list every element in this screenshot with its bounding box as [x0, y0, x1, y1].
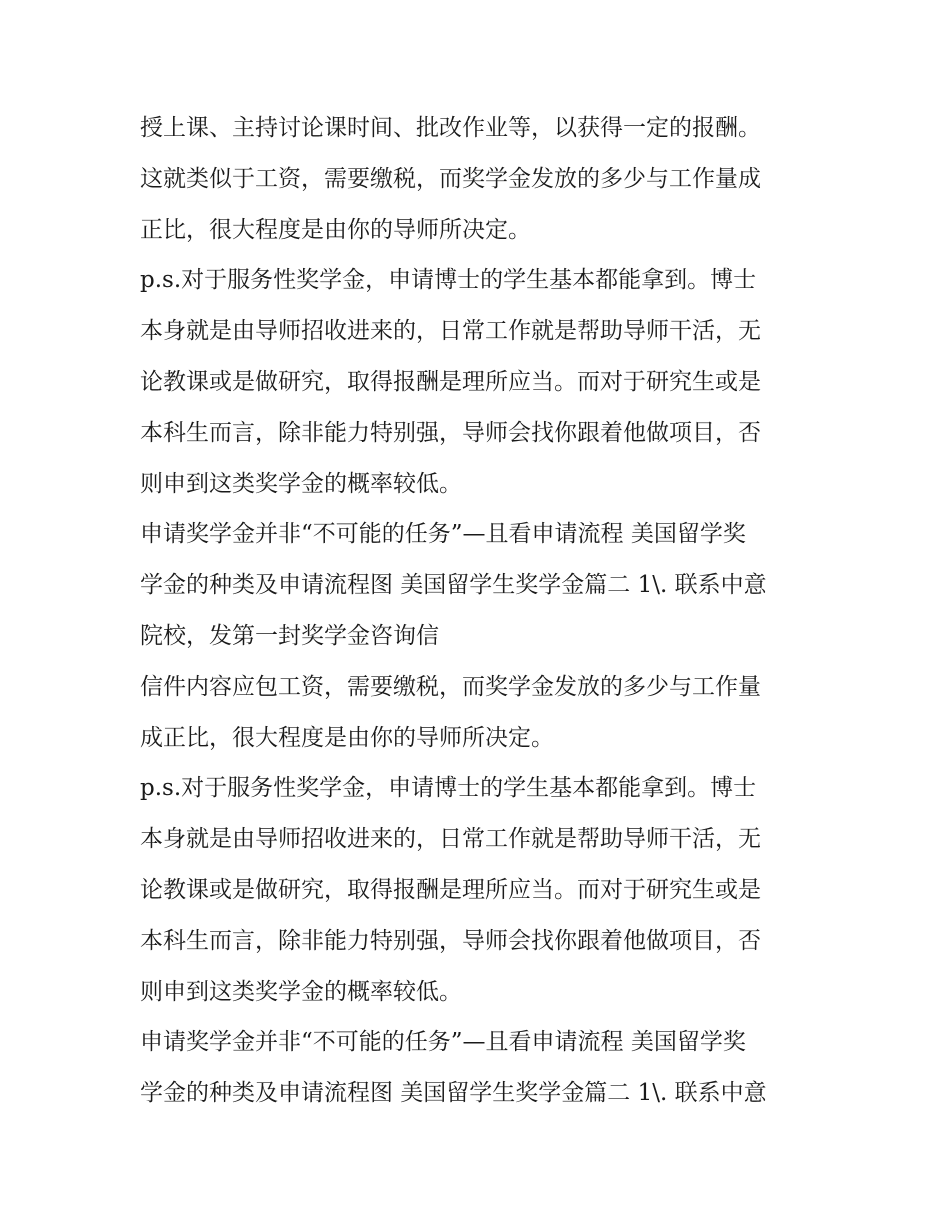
text-line: 申请奖学金并非“不可能的任务”—且看申请流程 美国留学奖: [140, 521, 746, 548]
text-line: 授上课、主持讨论课时间、批改作业等，以获得一定的报酬。: [140, 115, 761, 141]
text-line: 本科生而言，除非能力特别强，导师会找你跟着他做项目，否: [140, 927, 761, 954]
text-line: 本科生而言，除非能力特别强，导师会找你跟着他做项目，否: [140, 419, 761, 446]
text-line: 本身就是由导师招收进来的，日常工作就是帮助导师干活，无: [140, 318, 761, 345]
document-body: [140, 103, 820, 1119]
text-line: 论教课或是做研究，取得报酬是理所应当。而对于研究生或是: [140, 368, 761, 395]
text-line: 成正比，很大程度是由你的导师所决定。: [140, 724, 554, 751]
text-line: 本身就是由导师招收进来的，日常工作就是帮助导师干活，无: [140, 826, 761, 853]
text-line: 这就类似于工资，需要缴税，而奖学金发放的多少与工作量成: [140, 165, 761, 192]
text-line: 院校，发第一封奖学金咨询信: [140, 622, 439, 649]
text-line: p.s.对于服务性奖学金，申请博士的学生基本都能拿到。博士: [140, 267, 757, 294]
text-line: 正比，很大程度是由你的导师所决定。: [140, 216, 531, 243]
text-line: 学金的种类及申请流程图 美国留学生奖学金篇二 1\. 联系中意: [140, 1080, 767, 1107]
text-line: 论教课或是做研究，取得报酬是理所应当。而对于研究生或是: [140, 876, 761, 903]
text-line: p.s.对于服务性奖学金，申请博士的学生基本都能拿到。博士: [140, 775, 757, 802]
text-line: 申请奖学金并非“不可能的任务”—且看申请流程 美国留学奖: [140, 1029, 746, 1056]
text-line: 信件内容应包工资，需要缴税，而奖学金发放的多少与工作量: [140, 673, 761, 700]
text-line: 则申到这类奖学金的概率较低。: [140, 470, 462, 497]
text-line: 则申到这类奖学金的概率较低。: [140, 978, 462, 1005]
text-line: 学金的种类及申请流程图 美国留学生奖学金篇二 1\. 联系中意: [140, 572, 767, 599]
